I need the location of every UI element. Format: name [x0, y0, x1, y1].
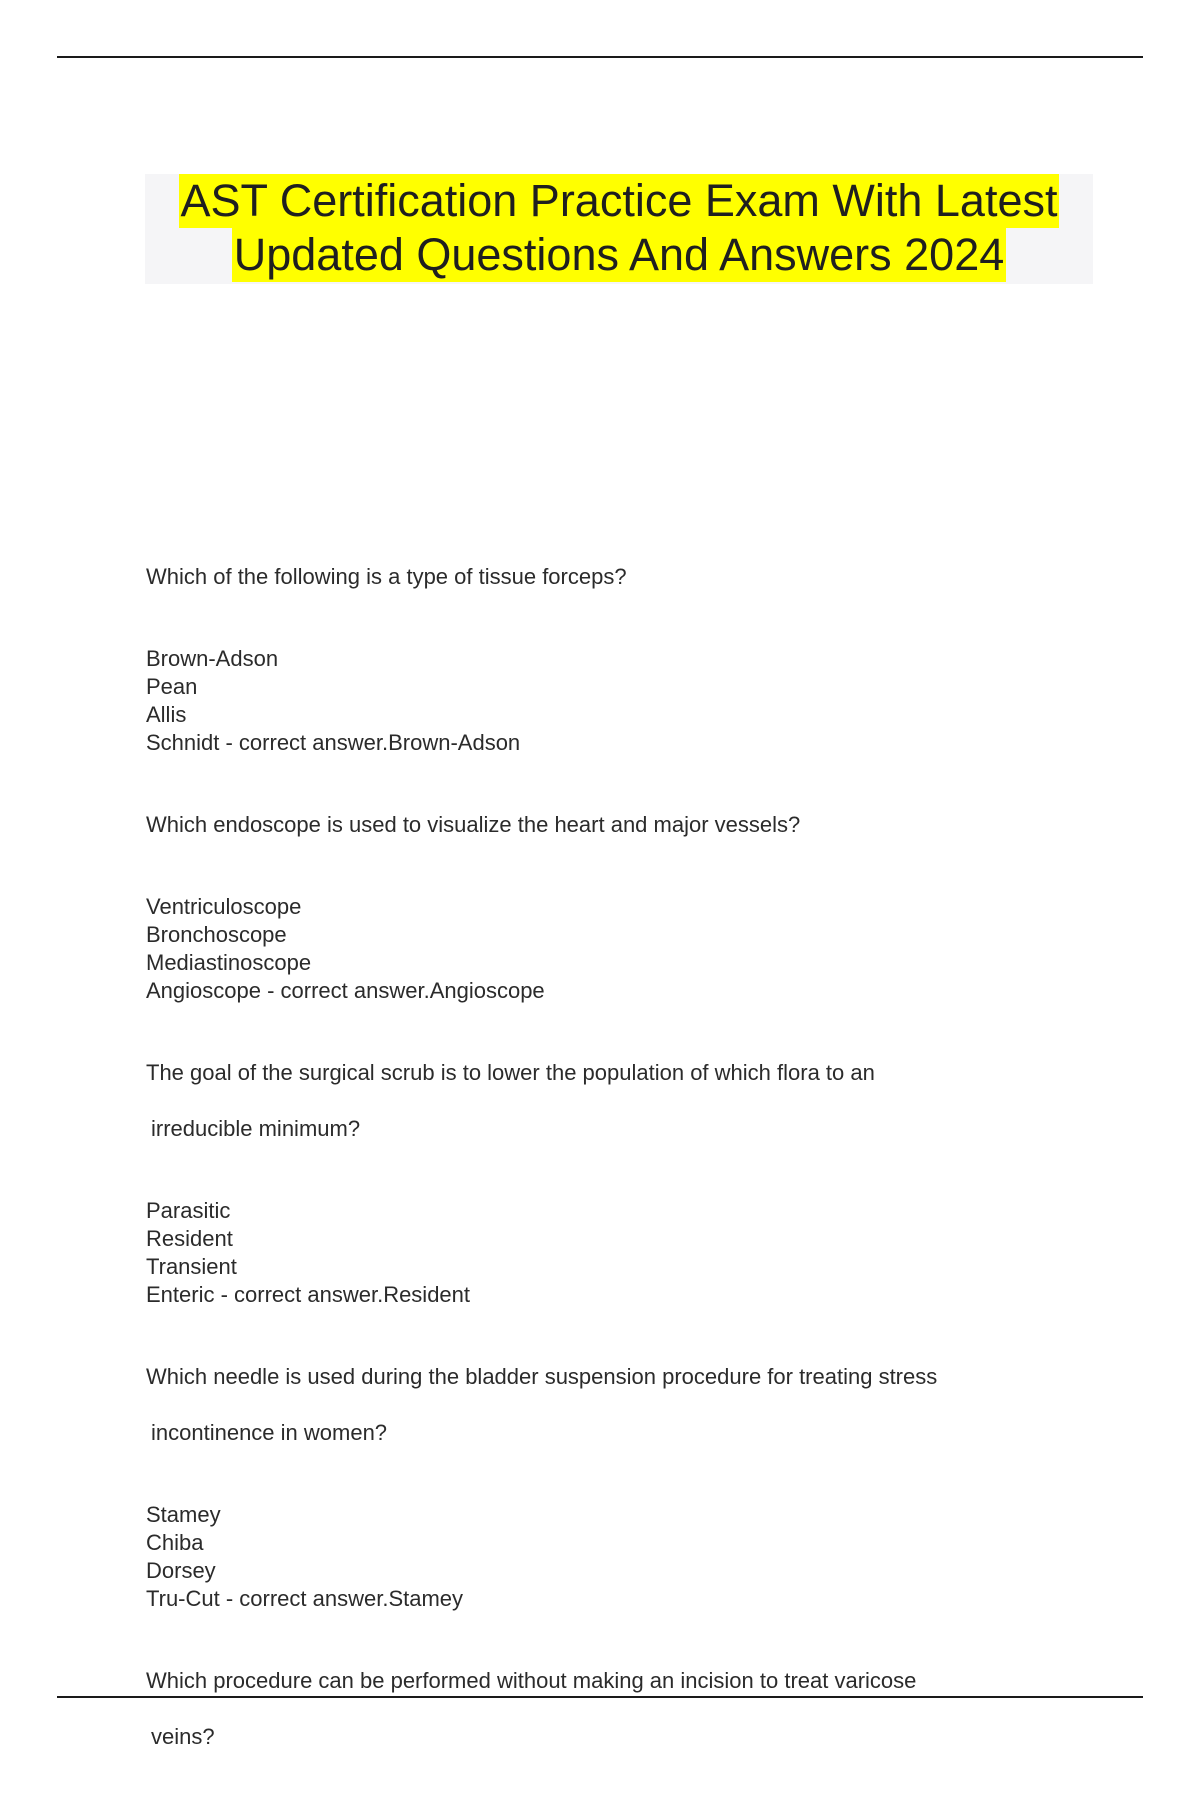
bottom-rule	[57, 1696, 1143, 1698]
question-4	[146, 1335, 1066, 1613]
answer-option: Stamey	[146, 1502, 221, 1527]
question-text	[146, 535, 1066, 619]
answer-option: Mediastinoscope	[146, 950, 312, 975]
question-line: irreducible minimum?	[151, 1116, 361, 1141]
answer-option-correct: Tru-Cut - correct answer.Stamey	[146, 1586, 464, 1611]
question-line: Which needle is used during the bladder suspension procedure for treating stress	[146, 1364, 938, 1389]
answer-option-correct: Schnidt - correct answer.Brown-Adson	[146, 730, 521, 755]
question-text	[146, 1335, 1066, 1475]
title-line-2: Updated Questions And Answers 2024	[233, 229, 1005, 280]
answer-option-correct: Enteric - correct answer.Resident	[146, 1282, 471, 1307]
answer-option-correct: Angioscope - correct answer.Angioscope	[146, 978, 545, 1003]
top-rule	[57, 56, 1143, 58]
question-line: incontinence in women?	[151, 1420, 388, 1445]
question-line: Which endoscope is used to visualize the heart and major vessels?	[146, 812, 801, 837]
question-line: veins?	[151, 1724, 215, 1749]
question-text	[146, 1031, 1066, 1171]
answer-options	[146, 1197, 1066, 1309]
answer-option: Brown-Adson	[146, 646, 279, 671]
question-line: Which procedure can be performed without making an incision to treat varicose	[146, 1668, 917, 1693]
answer-option: Resident	[146, 1226, 233, 1251]
question-text	[146, 1639, 1066, 1779]
answer-option: Parasitic	[146, 1198, 231, 1223]
question-line: Which of the following is a type of tissue forceps?	[146, 564, 627, 589]
answer-option: Allis	[146, 702, 187, 727]
question-3	[146, 1031, 1066, 1309]
question-5	[146, 1639, 1066, 1779]
answer-option: Transient	[146, 1254, 237, 1279]
title-line-1: AST Certification Practice Exam With Latest	[180, 175, 1058, 226]
answer-option: Dorsey	[146, 1558, 216, 1583]
answer-option: Ventriculoscope	[146, 894, 302, 919]
answer-option: Bronchoscope	[146, 922, 287, 947]
document-title	[145, 174, 1093, 284]
answer-options	[146, 1501, 1066, 1613]
answer-options	[146, 645, 1066, 757]
question-2	[146, 783, 1066, 1005]
question-list	[146, 535, 1066, 1805]
answer-options	[146, 893, 1066, 1005]
question-1	[146, 535, 1066, 757]
question-text	[146, 783, 1066, 867]
answer-option: Pean	[146, 674, 198, 699]
question-line: The goal of the surgical scrub is to lower the population of which flora to an	[146, 1060, 875, 1085]
answer-option: Chiba	[146, 1530, 204, 1555]
